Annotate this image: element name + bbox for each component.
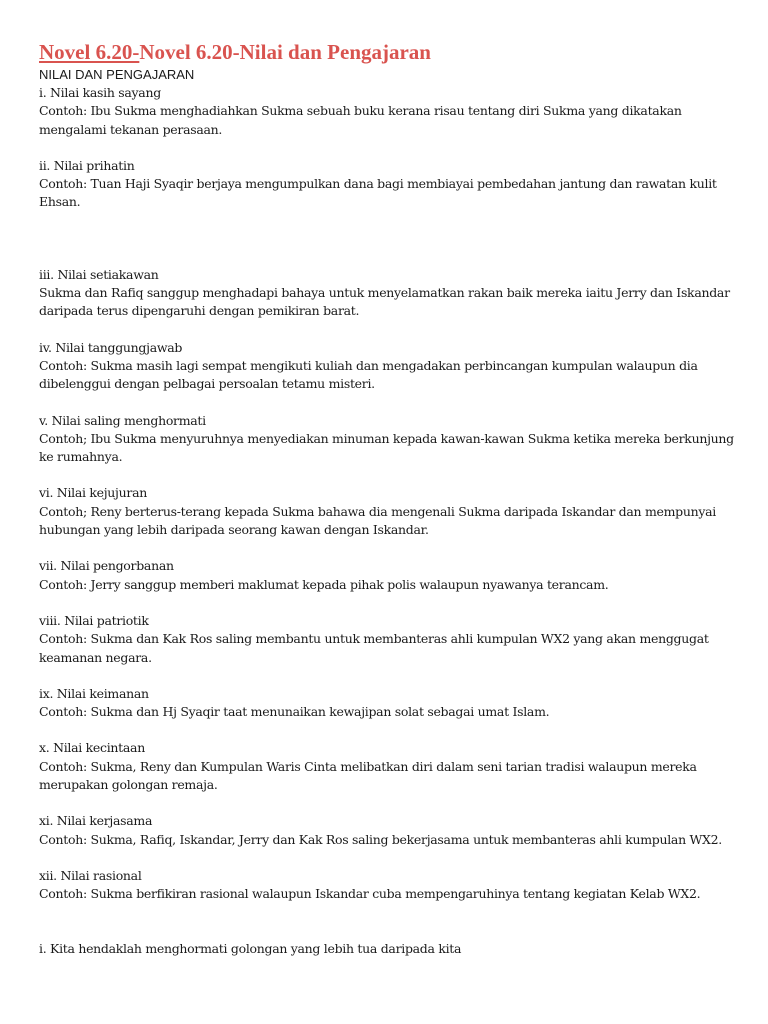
- value-example: Contoh; Reny berterus-terang kepada Sukma bahawa dia mengenali Sukma daripada Iskandar dan mempunyai hubungan yang lebih daripada seorang kawan dengan Iskandar.: [39, 503, 716, 538]
- value-title: xi. Nilai kerjasama: [39, 813, 153, 829]
- value-title: i. Nilai kasih sayang: [39, 85, 161, 100]
- value-example: Contoh: Sukma, Rafiq, Iskandar, Jerry dan Kak Ros saling bekerjasama untuk membanteras ahli kumpulan WX2.: [39, 831, 722, 847]
- value-item: [39, 685, 739, 722]
- value-title: iii. Nilai setiakawan: [39, 266, 159, 282]
- value-title: vii. Nilai pengorbanan: [39, 558, 174, 574]
- value-item: [39, 266, 739, 321]
- value-example: Contoh; Ibu Sukma menyuruhnya menyediakan minuman kepada kawan-kawan Sukma ketika mereka berkunjung ke rumahnya.: [39, 430, 734, 465]
- value-example: Contoh: Sukma dan Hj Syaqir taat menunaikan kewajipan solat sebagai umat Islam.: [39, 704, 550, 720]
- value-item: [39, 484, 739, 539]
- lesson-item: [39, 940, 739, 958]
- value-item: [39, 739, 739, 794]
- value-example: Contoh: Ibu Sukma menghadiahkan Sukma sebuah buku kerana risau tentang diri Sukma yang dikatakan mengalami tekanan perasaan.: [39, 103, 682, 137]
- document-page: [39, 38, 739, 958]
- value-item: [39, 157, 739, 212]
- value-item: [39, 557, 739, 594]
- value-example: Sukma dan Rafiq sanggup menghadapi bahaya untuk menyelamatkan rakan baik mereka iaitu Jerry dan Iskandar daripada terus dipengaruhi dengan pemikiran barat.: [39, 285, 730, 319]
- value-title: xii. Nilai rasional: [39, 867, 142, 883]
- document-title: [39, 38, 739, 66]
- value-example: Contoh: Tuan Haji Syaqir berjaya mengumpulkan dana bagi membiayai pembedahan jantung dan rawatan kulit Ehsan.: [39, 176, 717, 210]
- value-example: Contoh: Sukma, Reny dan Kumpulan Waris Cinta melibatkan diri dalam seni tarian tradisi walaupun mereka merupakan golongan remaja.: [39, 758, 697, 793]
- value-example: Contoh: Sukma dan Kak Ros saling membantu untuk membanteras ahli kumpulan WX2 yang akan menggugat keamanan negara.: [39, 631, 709, 665]
- value-item: [39, 612, 739, 667]
- value-item: [39, 412, 739, 467]
- lesson-text: i. Kita hendaklah menghormati golongan yang lebih tua daripada kita: [39, 940, 462, 956]
- value-title: ix. Nilai keimanan: [39, 685, 149, 701]
- value-item: [39, 339, 739, 394]
- value-item: [39, 84, 739, 139]
- title-text: Novel 6.20-Nilai dan Pengajaran: [139, 40, 431, 64]
- value-example: Contoh: Sukma masih lagi sempat mengikuti kuliah dan mengadakan perbincangan kumpulan walaupun dia dibelenggui dengan pelbagai persoalan tetamu misteri.: [39, 357, 698, 392]
- value-title: ii. Nilai prihatin: [39, 157, 135, 173]
- value-title: x. Nilai kecintaan: [39, 740, 145, 756]
- value-example: Contoh: Jerry sanggup memberi maklumat kepada pihak polis walaupun nyawanya terancam.: [39, 576, 609, 592]
- value-title: vi. Nilai kejujuran: [39, 485, 147, 501]
- value-title: viii. Nilai patriotik: [39, 612, 149, 628]
- value-item: [39, 867, 739, 904]
- section-heading: NILAI DAN PENGAJARAN: [39, 67, 195, 82]
- value-title: v. Nilai saling menghormati: [39, 412, 206, 428]
- value-item: [39, 812, 739, 849]
- value-title: iv. Nilai tanggungjawab: [39, 339, 183, 355]
- title-link[interactable]: Novel 6.20-: [39, 40, 140, 64]
- value-example: Contoh: Sukma berfikiran rasional walaupun Iskandar cuba mempengaruhinya tentang kegiatan Kelab WX2.: [39, 886, 701, 902]
